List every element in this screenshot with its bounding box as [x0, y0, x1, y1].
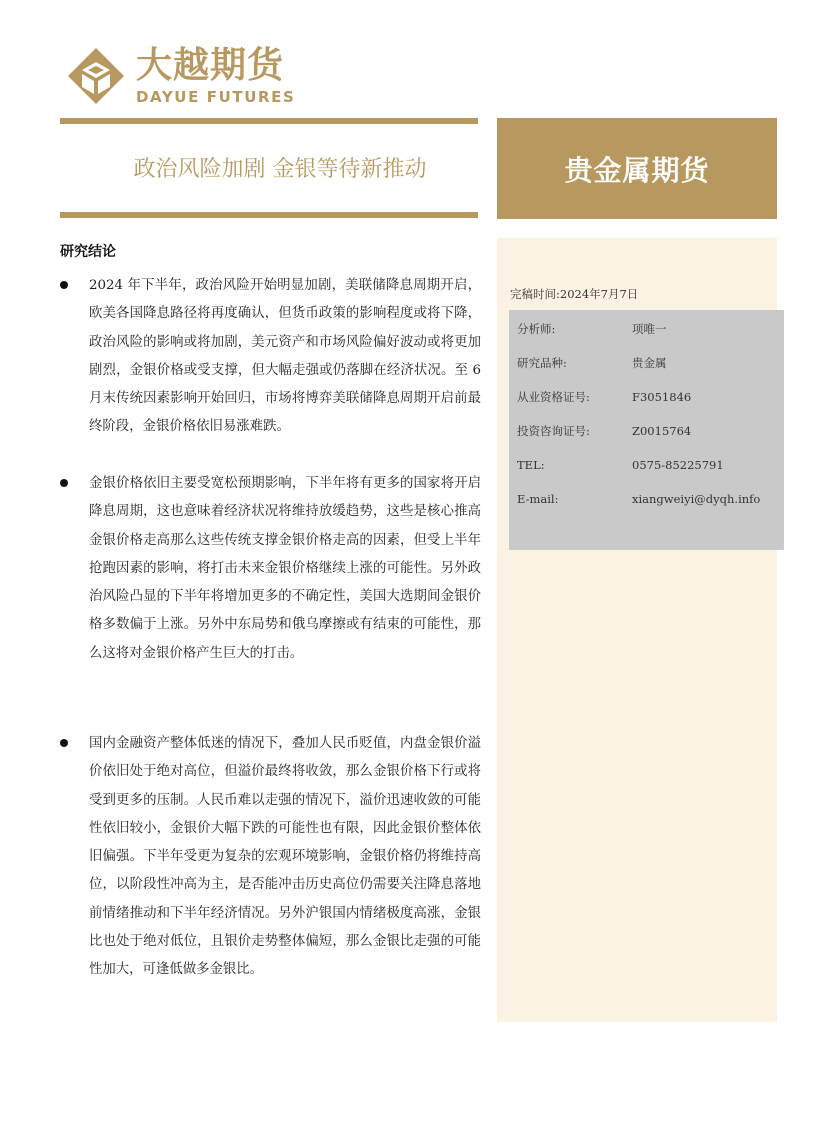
- info-value: F3051846: [632, 390, 692, 404]
- info-row: [509, 482, 784, 516]
- info-row: [509, 346, 784, 380]
- completion-date: 完稿时间:2024年7月7日: [510, 287, 639, 301]
- title-rule-bottom: [60, 212, 478, 218]
- info-row: [509, 448, 784, 482]
- info-label: 从业资格证号:: [517, 390, 590, 404]
- diamond-cube-icon: [64, 44, 128, 108]
- info-label: 研究品种:: [517, 356, 567, 370]
- brand-name-cn: 大越期货: [136, 45, 285, 86]
- info-row: [509, 414, 784, 448]
- info-label: 分析师:: [517, 322, 556, 336]
- brand-name-en: DAYUE FUTURES: [136, 88, 296, 106]
- info-value: Z0015764: [632, 424, 692, 438]
- info-value: 项唯一: [632, 322, 667, 336]
- brand-logo: [64, 44, 294, 114]
- bullet-icon: [60, 739, 68, 747]
- conclusion-text: 国内金融资产整体低迷的情况下，叠加人民币贬值，内盘金银价溢价依旧处于绝对高位，但溢价最终将收敛，那么金银价格下行或将受到更多的压制。人民币难以走强的情况下，溢价迅速收敛的可能性依旧较小，金银价大幅下跌的可能性也有限，因此金银价整体依旧偏强。下半年受更为复杂的宏观环境影响，金银价格仍将维持高位，以阶段性冲高为主，是否能冲击历史高位仍需要关注降息落地前情绪推动和下半年经济情况。另外沪银国内情绪极度高涨，金银比也处于绝对低位，且银价走势整体偏短，那么金银比走强的可能性加大，可逢低做多金银比。: [89, 736, 481, 978]
- info-row: [509, 380, 784, 414]
- info-label: E-mail:: [517, 492, 559, 506]
- info-label: 投资咨询证号:: [517, 424, 590, 438]
- info-row: [509, 312, 784, 346]
- info-value: 0575-85225791: [632, 458, 724, 472]
- info-value: 贵金属: [632, 356, 667, 370]
- info-label: TEL:: [517, 458, 545, 472]
- analyst-info-table: [509, 310, 784, 550]
- title-rule-top: [60, 118, 478, 124]
- section-heading: 研究结论: [60, 244, 116, 260]
- report-title: 政治风险加剧 金银等待新推动: [133, 157, 427, 182]
- bullet-icon: [60, 281, 68, 289]
- category-banner: [497, 118, 777, 219]
- bullet-icon: [60, 479, 68, 487]
- conclusion-text: 金银价格依旧主要受宽松预期影响，下半年将有更多的国家将开启降息周期，这也意味着经济状况将维持放缓趋势，这些是核心推高金银价格走高那么这些传统支撑金银价格走高的因素，但受上半年抢跑因素的影响，将打击未来金银价格继续上涨的可能性。另外政治风险凸显的下半年将增加更多的不确定性，美国大选期间金银价格多数偏于上涨。另外中东局势和俄乌摩擦或有结束的可能性，那么这将对金银价格产生巨大的打击。: [89, 476, 481, 661]
- info-value: xiangweiyi@dyqh.info: [632, 492, 761, 506]
- category-label: 贵金属期货: [564, 153, 710, 187]
- conclusion-text: 2024 年下半年，政治风险开始明显加剧，美联储降息周期开启，欧美各国降息路径将再度确认，但货币政策的影响程度或将下降，政治风险的影响或将加剧，美元资产和市场风险偏好波动或将更加剧烈，金银价格或受支撑，但大幅走强或仍落脚在经济状况。至 6 月末传统因素影响开始回归，市场将博弈美联储降息周期开启前最终阶段，金银价格依旧易涨难跌。: [89, 278, 481, 435]
